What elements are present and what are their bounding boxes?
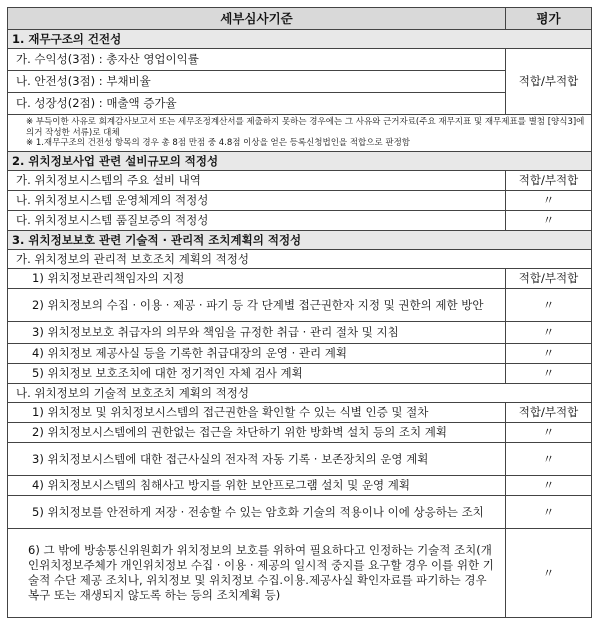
rating-cell: 〃 xyxy=(506,344,592,364)
section-title: 3. 위치정보보호 관련 기술적 · 관리적 조치계획의 적정성 xyxy=(8,231,592,250)
rating-cell: 〃 xyxy=(506,191,592,211)
criteria-item: 가. 위치정보시스템의 주요 설비 내역 xyxy=(8,171,506,191)
rating-cell: 〃 xyxy=(506,423,592,443)
criteria-item: 나. 위치정보시스템 운영체계의 적정성 xyxy=(8,191,506,211)
footnote-row xyxy=(8,115,592,152)
rating-cell: 〃 xyxy=(506,496,592,529)
criteria-item: 1) 위치정보 및 위치정보시스템의 접근권한을 확인할 수 있는 식별 인증 및 절차 xyxy=(8,403,506,423)
section-title: 1. 재무구조의 건전성 xyxy=(8,30,592,49)
rating-cell: 〃 xyxy=(506,476,592,496)
criteria-item: 6) 그 밖에 방송통신위원회가 위치정보의 보호를 위하여 필요하다고 인정하는 기술적 조치(개인위치정보주체가 개인위치정보 수집 · 이용 · 제공의 일시적 중지를 요구할 경우 이를 위한 기술적 수단 제공 조치나, 위치정보 및 위치정보 수집.이용.제공사실 확인자료를 파기하는 경우 복구 또는 재생되지 않도록 하는 등의 조치계획 등) xyxy=(8,529,506,618)
rating-header: 평가 xyxy=(506,8,592,30)
criteria-item: 3) 위치정보보호 취급자의 의무와 책임을 규정한 취급 · 관리 절차 및 지침 xyxy=(8,322,506,344)
rating-cell: 적합/부적합 xyxy=(506,171,592,191)
rating-cell: 적합/부적합 xyxy=(506,269,592,289)
criteria-item: 3) 위치정보시스템에 대한 접근사실의 전자적 자동 기록 · 보존장치의 운영 계획 xyxy=(8,443,506,476)
criteria-header: 세부심사기준 xyxy=(8,8,506,30)
criteria-item: 다. 성장성(2점) : 매출액 증가율 xyxy=(8,93,506,115)
rating-cell: 〃 xyxy=(506,529,592,618)
subsection-title: 가. 위치정보의 관리적 보호조치 계획의 적정성 xyxy=(8,250,592,269)
criteria-table xyxy=(7,7,592,618)
header-row xyxy=(8,8,592,30)
rating-cell: 〃 xyxy=(506,289,592,322)
criteria-item: 나. 안전성(3점) : 부채비율 xyxy=(8,71,506,93)
rating-cell: 적합/부적합 xyxy=(506,49,592,115)
rating-cell: 〃 xyxy=(506,443,592,476)
criteria-item: 2) 위치정보의 수집 · 이용 · 제공 · 파기 등 각 단계별 접근권한자 지정 및 권한의 제한 방안 xyxy=(8,289,506,322)
criteria-item: 5) 위치정보 보호조치에 대한 정기적인 자체 검사 계획 xyxy=(8,364,506,384)
criteria-item: 2) 위치정보시스템에의 권한없는 접근을 차단하기 위한 방화벽 설치 등의 조치 계획 xyxy=(8,423,506,443)
rating-cell: 〃 xyxy=(506,322,592,344)
criteria-item: 5) 위치정보를 안전하게 저장 · 전송할 수 있는 암호화 기술의 적용이나 이에 상응하는 조치 xyxy=(8,496,506,529)
footnote: ※ 부득이한 사유로 회계감사보고서 또는 세무조정계산서를 제출하지 못하는 경우에는 그 사유와 근거자료(주요 재무지표 및 재무제표를 별첨 [양식3]에 의거 작성한 서류)로 대체 xyxy=(26,117,585,138)
criteria-item: 4) 위치정보 제공사실 등을 기록한 취급대장의 운영 · 관리 계획 xyxy=(8,344,506,364)
footnote: ※ 1.재무구조의 건전성 항목의 경우 총 8점 만점 중 4.8점 이상을 얻은 등록신청법인을 적합으로 판정함 xyxy=(26,138,411,149)
criteria-item: 1) 위치정보관리책임자의 지정 xyxy=(8,269,506,289)
criteria-item: 가. 수익성(3점) : 총자산 영업이익률 xyxy=(8,49,506,71)
rating-cell: 〃 xyxy=(506,364,592,384)
criteria-item: 4) 위치정보시스템의 침해사고 방지를 위한 보안프로그램 설치 및 운영 계획 xyxy=(8,476,506,496)
subsection-title: 나. 위치정보의 기술적 보호조치 계획의 적정성 xyxy=(8,384,592,403)
section-title: 2. 위치정보사업 관련 설비규모의 적정성 xyxy=(8,152,592,171)
rating-cell: 적합/부적합 xyxy=(506,403,592,423)
criteria-item: 다. 위치정보시스템 품질보증의 적정성 xyxy=(8,211,506,231)
rating-cell: 〃 xyxy=(506,211,592,231)
